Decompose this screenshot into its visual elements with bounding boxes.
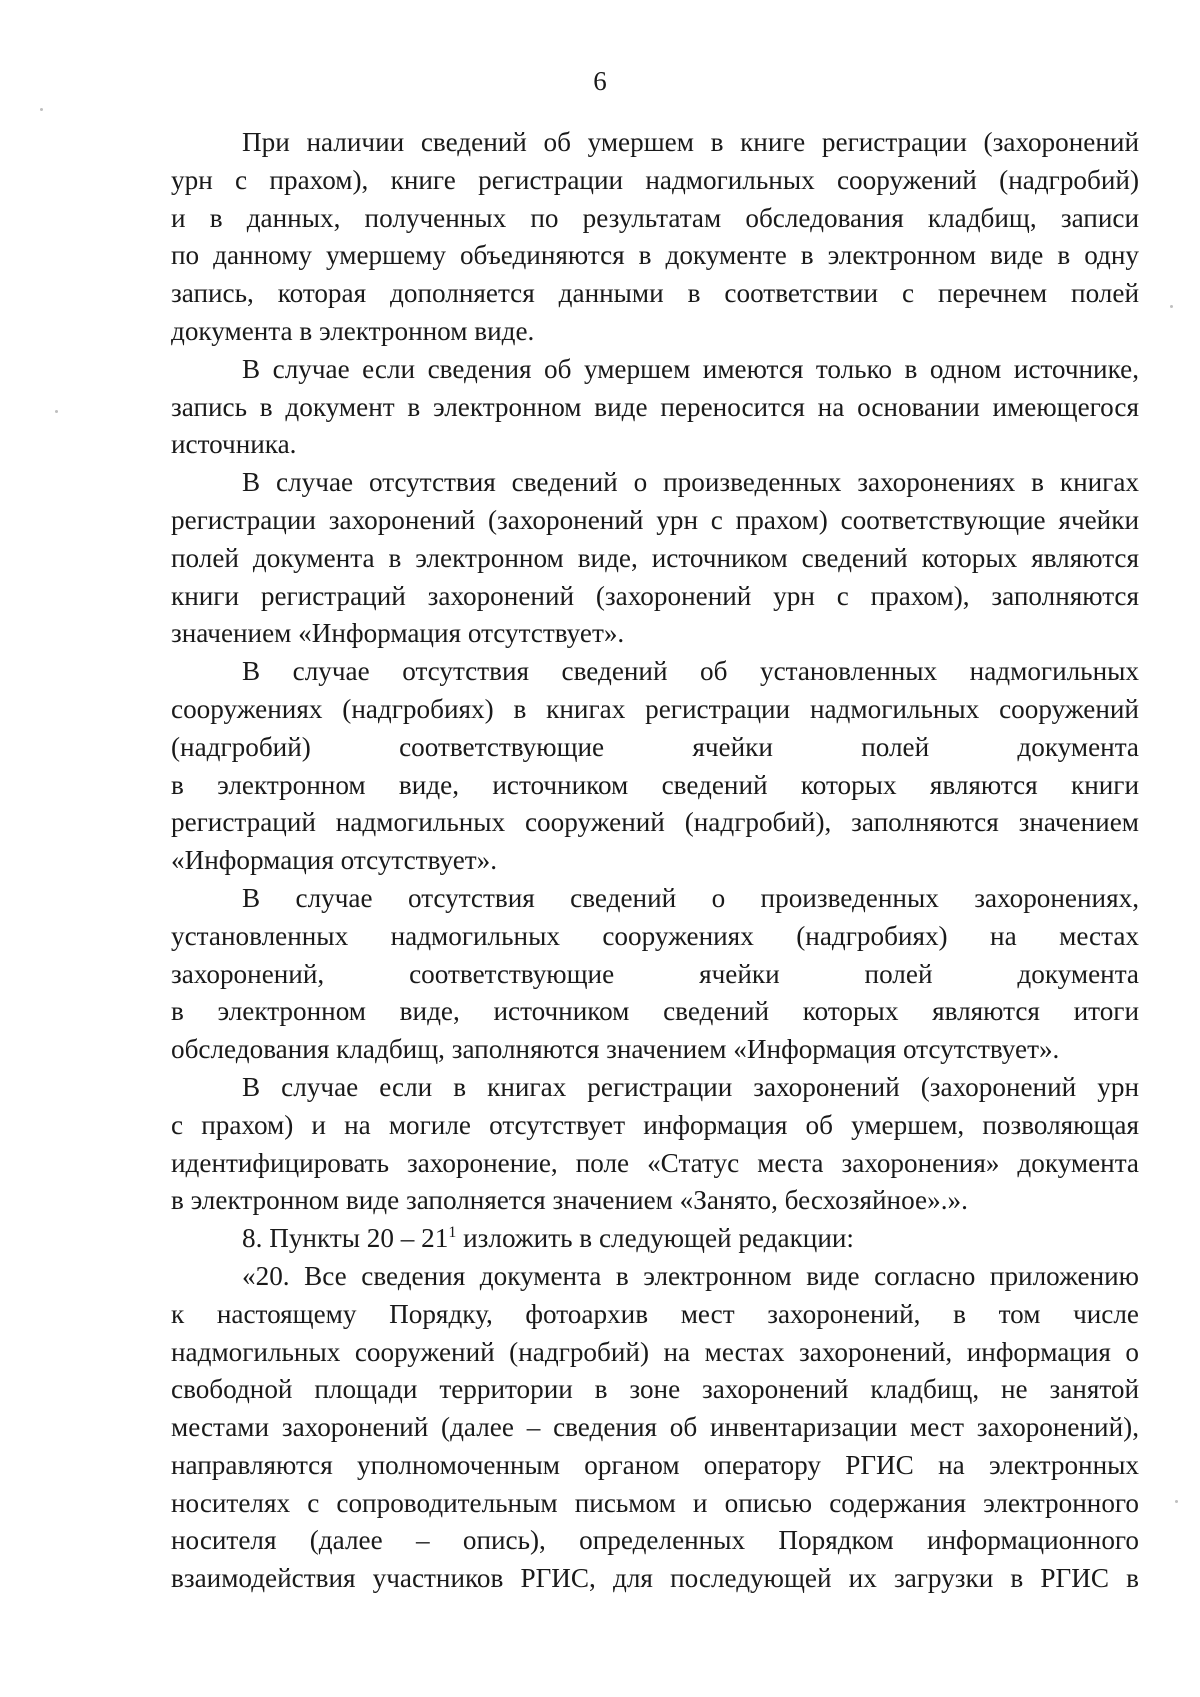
paragraph-4 [171,653,1139,880]
text-line: запись, которая дополняется данными в соответствии с перечнем полей [171,278,1139,309]
text-line: к настоящему Порядку, фотоархив мест захоронений, в том числе [171,1298,1139,1329]
text-line: взаимодействия участников РГИС, для последующей их загрузки в РГИС в [171,1563,1139,1594]
text-line: идентифицировать захоронение, поле «Статус места захоронения» документа [171,1147,1139,1178]
text-line: сооружениях (надгробиях) в книгах регистрации надмогильных сооружений [171,693,1139,724]
text-line: свободной площади территории в зоне захоронений кладбищ, не занятой [171,1374,1139,1405]
text-line: книги регистраций захоронений (захоронений урн с прахом), заполняются [171,580,1139,611]
text-line: В случае отсутствия сведений о произведенных захоронениях, [242,882,1139,913]
paragraph-2 [171,351,1139,464]
text-line: запись в документ в электронном виде переносится на основании имеющегося [171,391,1139,422]
text-line: местами захоронений (далее – сведения об инвентаризации мест захоронений), [171,1412,1139,1443]
item-8-prefix: 8. Пункты 20 – 21 [242,1223,449,1254]
scan-speck [1170,305,1173,308]
text-line [171,1220,1139,1258]
text-line: в электронном виде, источником сведений которых являются книги [171,769,1139,800]
text-line: (надгробий) соответствующие ячейки полей документа [171,731,1139,762]
text-line: В случае если в книгах регистрации захоронений (захоронений урн [242,1071,1139,1102]
text-line: с прахом) и на могиле отсутствует информация об умершем, позволяющая [171,1109,1139,1140]
text-line: по данному умершему объединяются в документе в электронном виде в одну [171,240,1139,271]
text-line: направляются уполномоченным органом оператору РГИС на электронных [171,1449,1139,1480]
text-line: урн с прахом), книге регистрации надмогильных сооружений (надгробий) [171,164,1139,195]
text-line: В случае отсутствия сведений об установленных надмогильных [242,656,1139,687]
text-line: обследования кладбищ, заполняются значением «Информация отсутствует». [171,1034,1060,1065]
text-line: в электронном виде, источником сведений которых являются итоги [171,996,1139,1027]
superscript-one: 1 [448,1224,457,1242]
text-line: носителях с сопроводительным письмом и описью содержания электронного [171,1487,1139,1518]
text-line: надмогильных сооружений (надгробий) на местах захоронений, информация о [171,1336,1139,1367]
text-line: носителя (далее – опись), определенных Порядком информационного [171,1525,1139,1556]
text-line: регистраций надмогильных сооружений (надгробий), заполняются значением [171,807,1139,838]
text-line: регистрации захоронений (захоронений урн с прахом) соответствующие ячейки [171,504,1139,535]
scan-speck [55,410,58,413]
paragraph-6 [171,1069,1139,1220]
text-line: полей документа в электронном виде, источником сведений которых являются [171,542,1139,573]
scan-speck [1175,1500,1178,1503]
text-line: в электронном виде заполняется значением «Занято, бесхозяйное».». [171,1185,968,1216]
text-line: В случае если сведения об умершем имеются только в одном источнике, [242,353,1139,384]
paragraph-20 [171,1258,1139,1598]
text-line: документа в электронном виде. [171,315,535,346]
scan-speck [40,108,43,111]
text-line: «Информация отсутствует». [171,845,498,876]
page-number: 6 [593,66,607,96]
text-line: значением «Информация отсутствует». [171,618,625,649]
text-line: В случае отсутствия сведений о произведенных захоронениях в книгах [242,467,1139,498]
text-line: При наличии сведений об умершем в книге регистрации (захоронений [242,127,1139,157]
paragraph-5 [171,880,1139,1069]
paragraph-1 [171,124,1139,351]
paragraph-3 [171,464,1139,653]
item-8-suffix: изложить в следующей редакции: [456,1223,854,1254]
text-line: источника. [171,429,297,460]
text-line: захоронений, соответствующие ячейки полей документа [171,958,1139,989]
text-line: установленных надмогильных сооружениях (надгробиях) на местах [171,920,1139,951]
item-8-heading [171,1220,1139,1258]
text-line: и в данных, полученных по результатам обследования кладбищ, записи [171,202,1139,233]
text-line: «20. Все сведения документа в электронном виде согласно приложению [242,1260,1139,1291]
document-body [171,124,1139,1598]
